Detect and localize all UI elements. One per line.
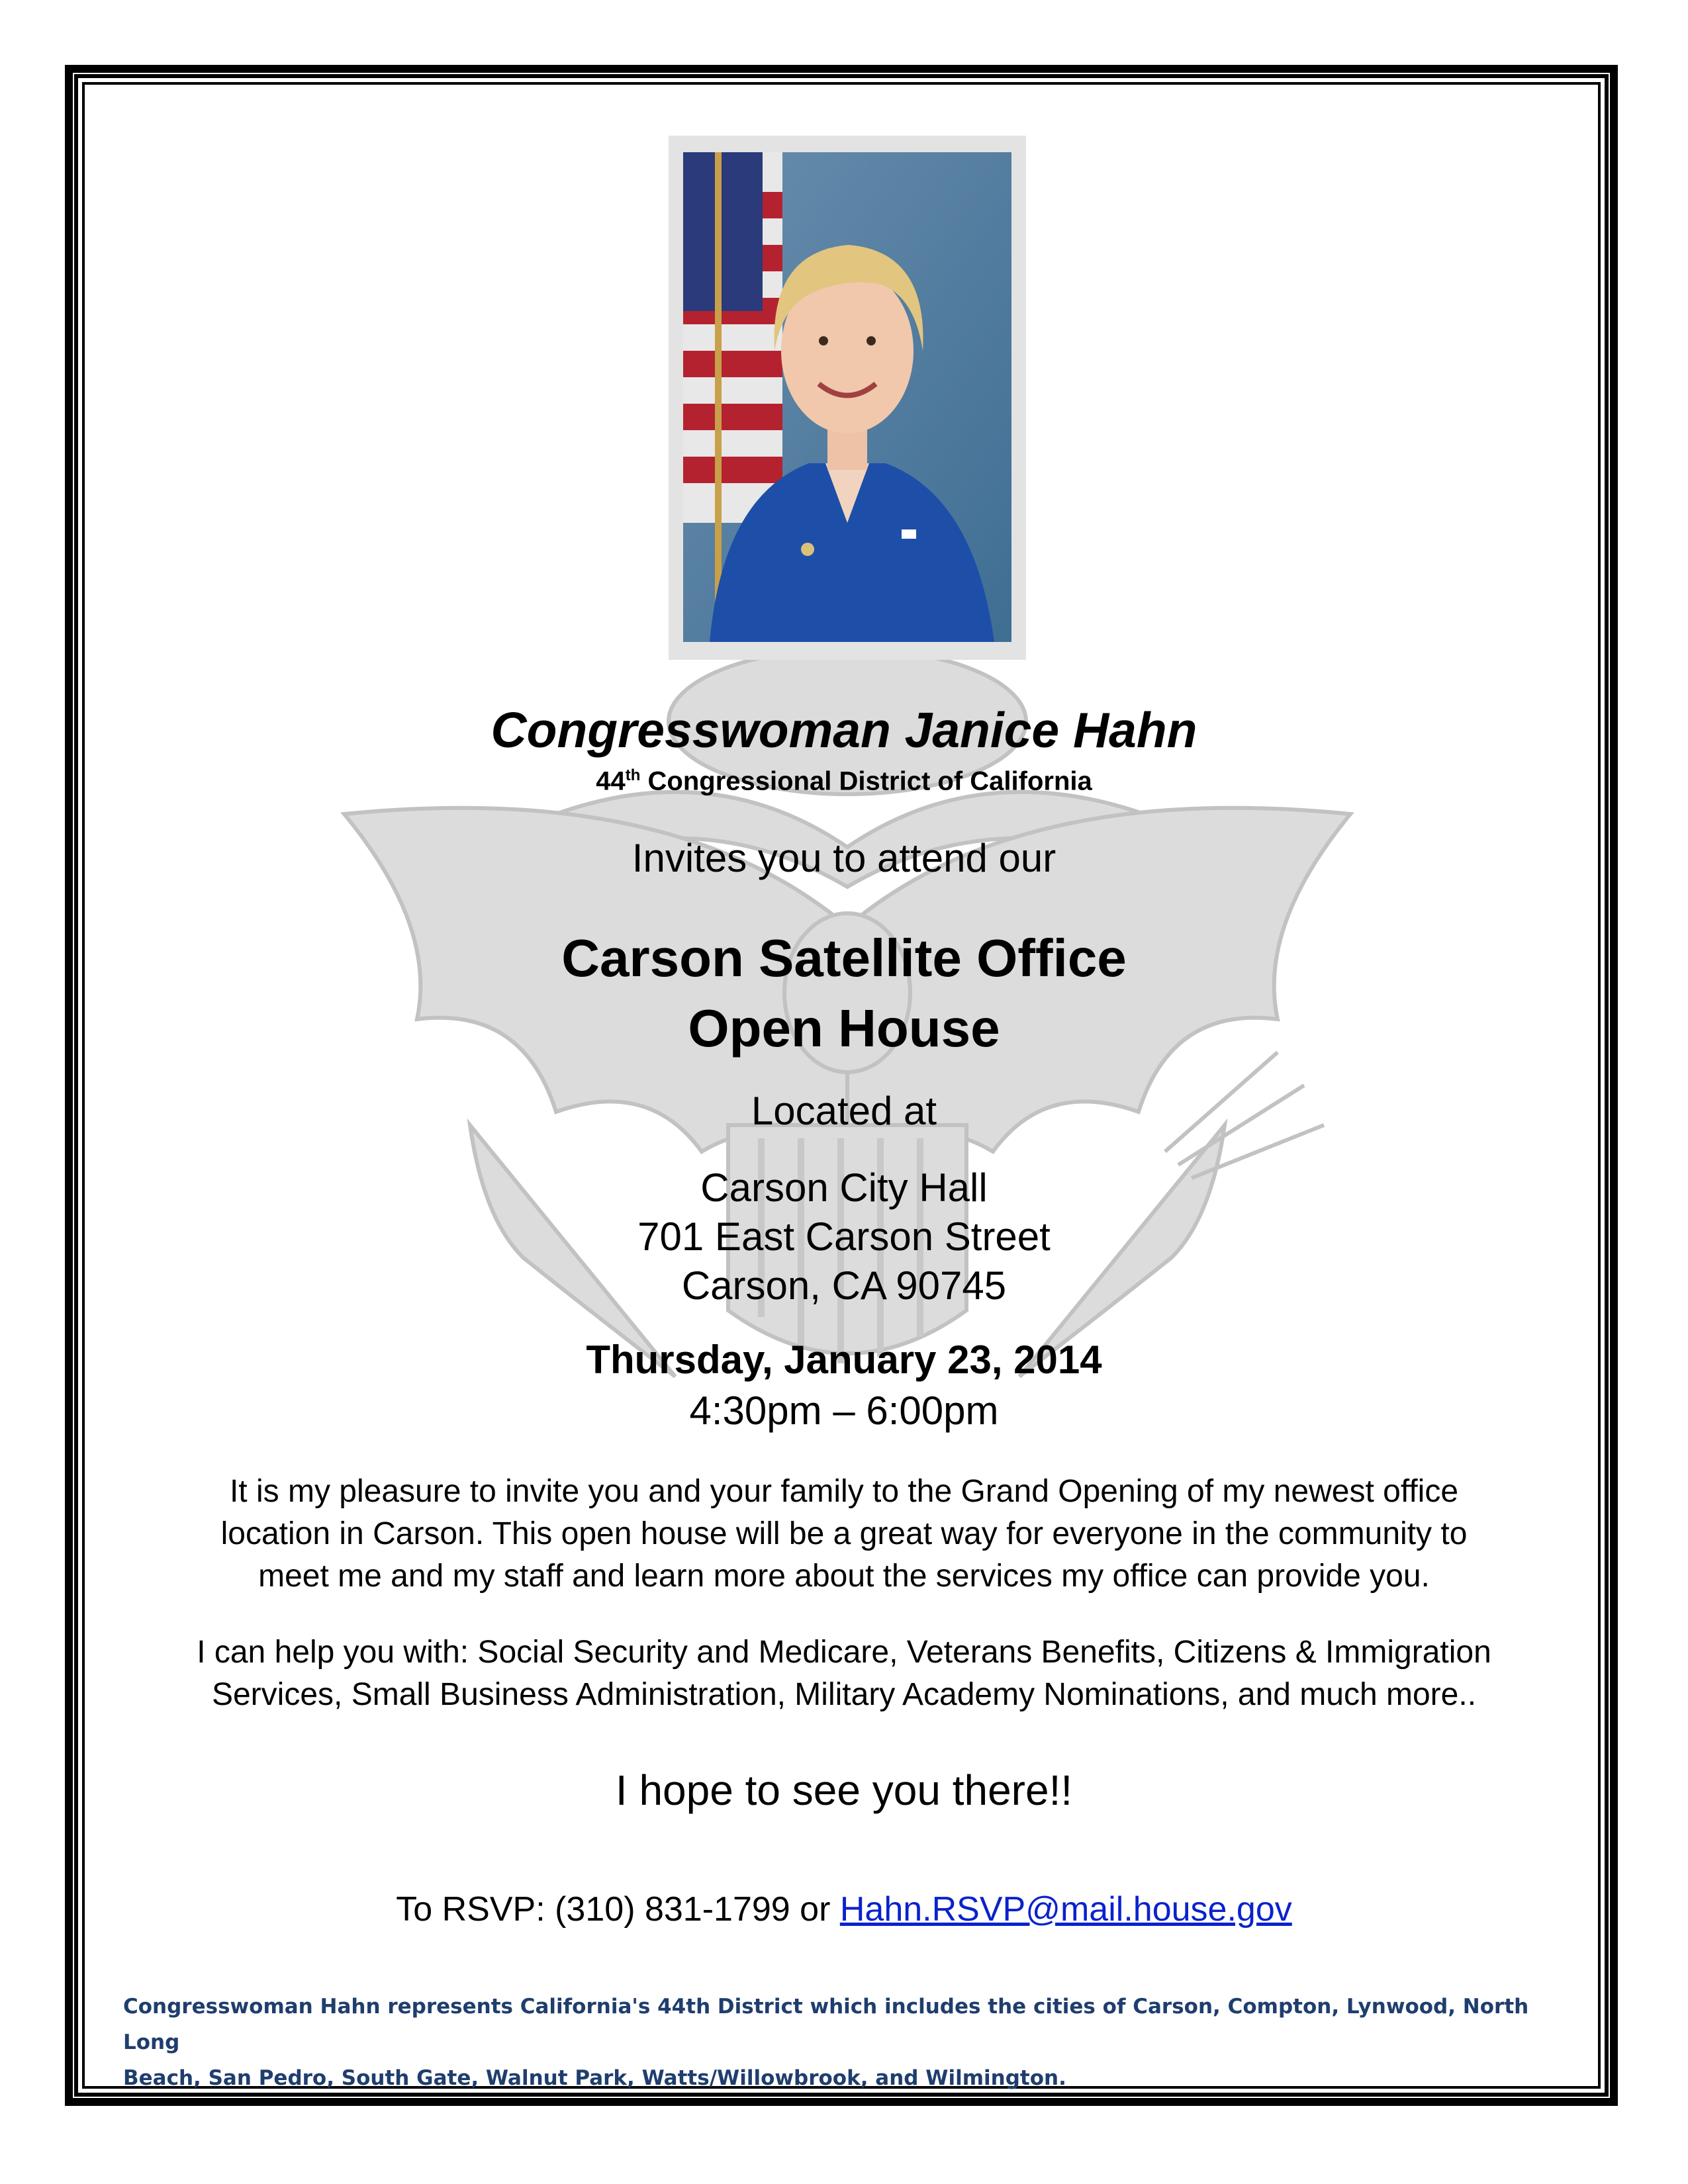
located-at-label: Located at xyxy=(751,1089,937,1133)
invitation-line: Invites you to attend our xyxy=(632,836,1056,880)
event-address xyxy=(93,1163,1595,1310)
paragraph2-line2: Services, Small Business Administration, Military Academy Nominations, and much more.. xyxy=(211,1677,1477,1712)
address-line1: Carson City Hall xyxy=(700,1165,988,1210)
paragraph1-line3: meet me and my staff and learn more about the services my office can provide you. xyxy=(258,1559,1430,1594)
address-line2: 701 East Carson Street xyxy=(637,1214,1051,1259)
footer-line2: Beach, San Pedro, South Gate, Walnut Park, Watts/Willowbrook, and Wilmington. xyxy=(123,2066,1066,2090)
district-text: Congressional District of California xyxy=(640,766,1092,796)
portrait-photo xyxy=(683,152,1011,642)
district-footer xyxy=(123,1989,1579,2096)
event-title-line1: Carson Satellite Office xyxy=(561,929,1127,987)
event-time: 4:30pm – 6:00pm xyxy=(689,1388,999,1433)
host-name: Congresswoman Janice Hahn xyxy=(491,702,1197,758)
closing-line: I hope to see you there!! xyxy=(615,1766,1073,1814)
district-suffix: th xyxy=(625,766,641,784)
rsvp-line xyxy=(93,1889,1595,1929)
services-paragraph xyxy=(106,1631,1582,1716)
invitation-paragraph xyxy=(119,1471,1569,1598)
district-line xyxy=(93,766,1595,796)
event-date: Thursday, January 23, 2014 xyxy=(586,1338,1102,1382)
event-title-line2: Open House xyxy=(688,999,1000,1058)
footer-line1: Congresswoman Hahn represents California's 44th District which includes the cities of Carson, Compton, Lynwood, North Long xyxy=(123,1995,1529,2054)
address-line3: Carson, CA 90745 xyxy=(681,1263,1007,1308)
event-title xyxy=(93,923,1595,1064)
paragraph2-line1: I can help you with: Social Security and Medicare, Veterans Benefits, Citizens & Immigration xyxy=(197,1635,1491,1670)
rsvp-email-link[interactable]: Hahn.RSVP@mail.house.gov xyxy=(839,1890,1292,1929)
paragraph1-line2: location in Carson. This open house will be a great way for everyone in the community to xyxy=(220,1516,1468,1551)
paragraph1-line1: It is my pleasure to invite you and your family to the Grand Opening of my newest office xyxy=(229,1474,1459,1509)
rsvp-phone: To RSVP: (310) 831-1799 or xyxy=(396,1890,840,1929)
district-number: 44 xyxy=(596,766,626,796)
